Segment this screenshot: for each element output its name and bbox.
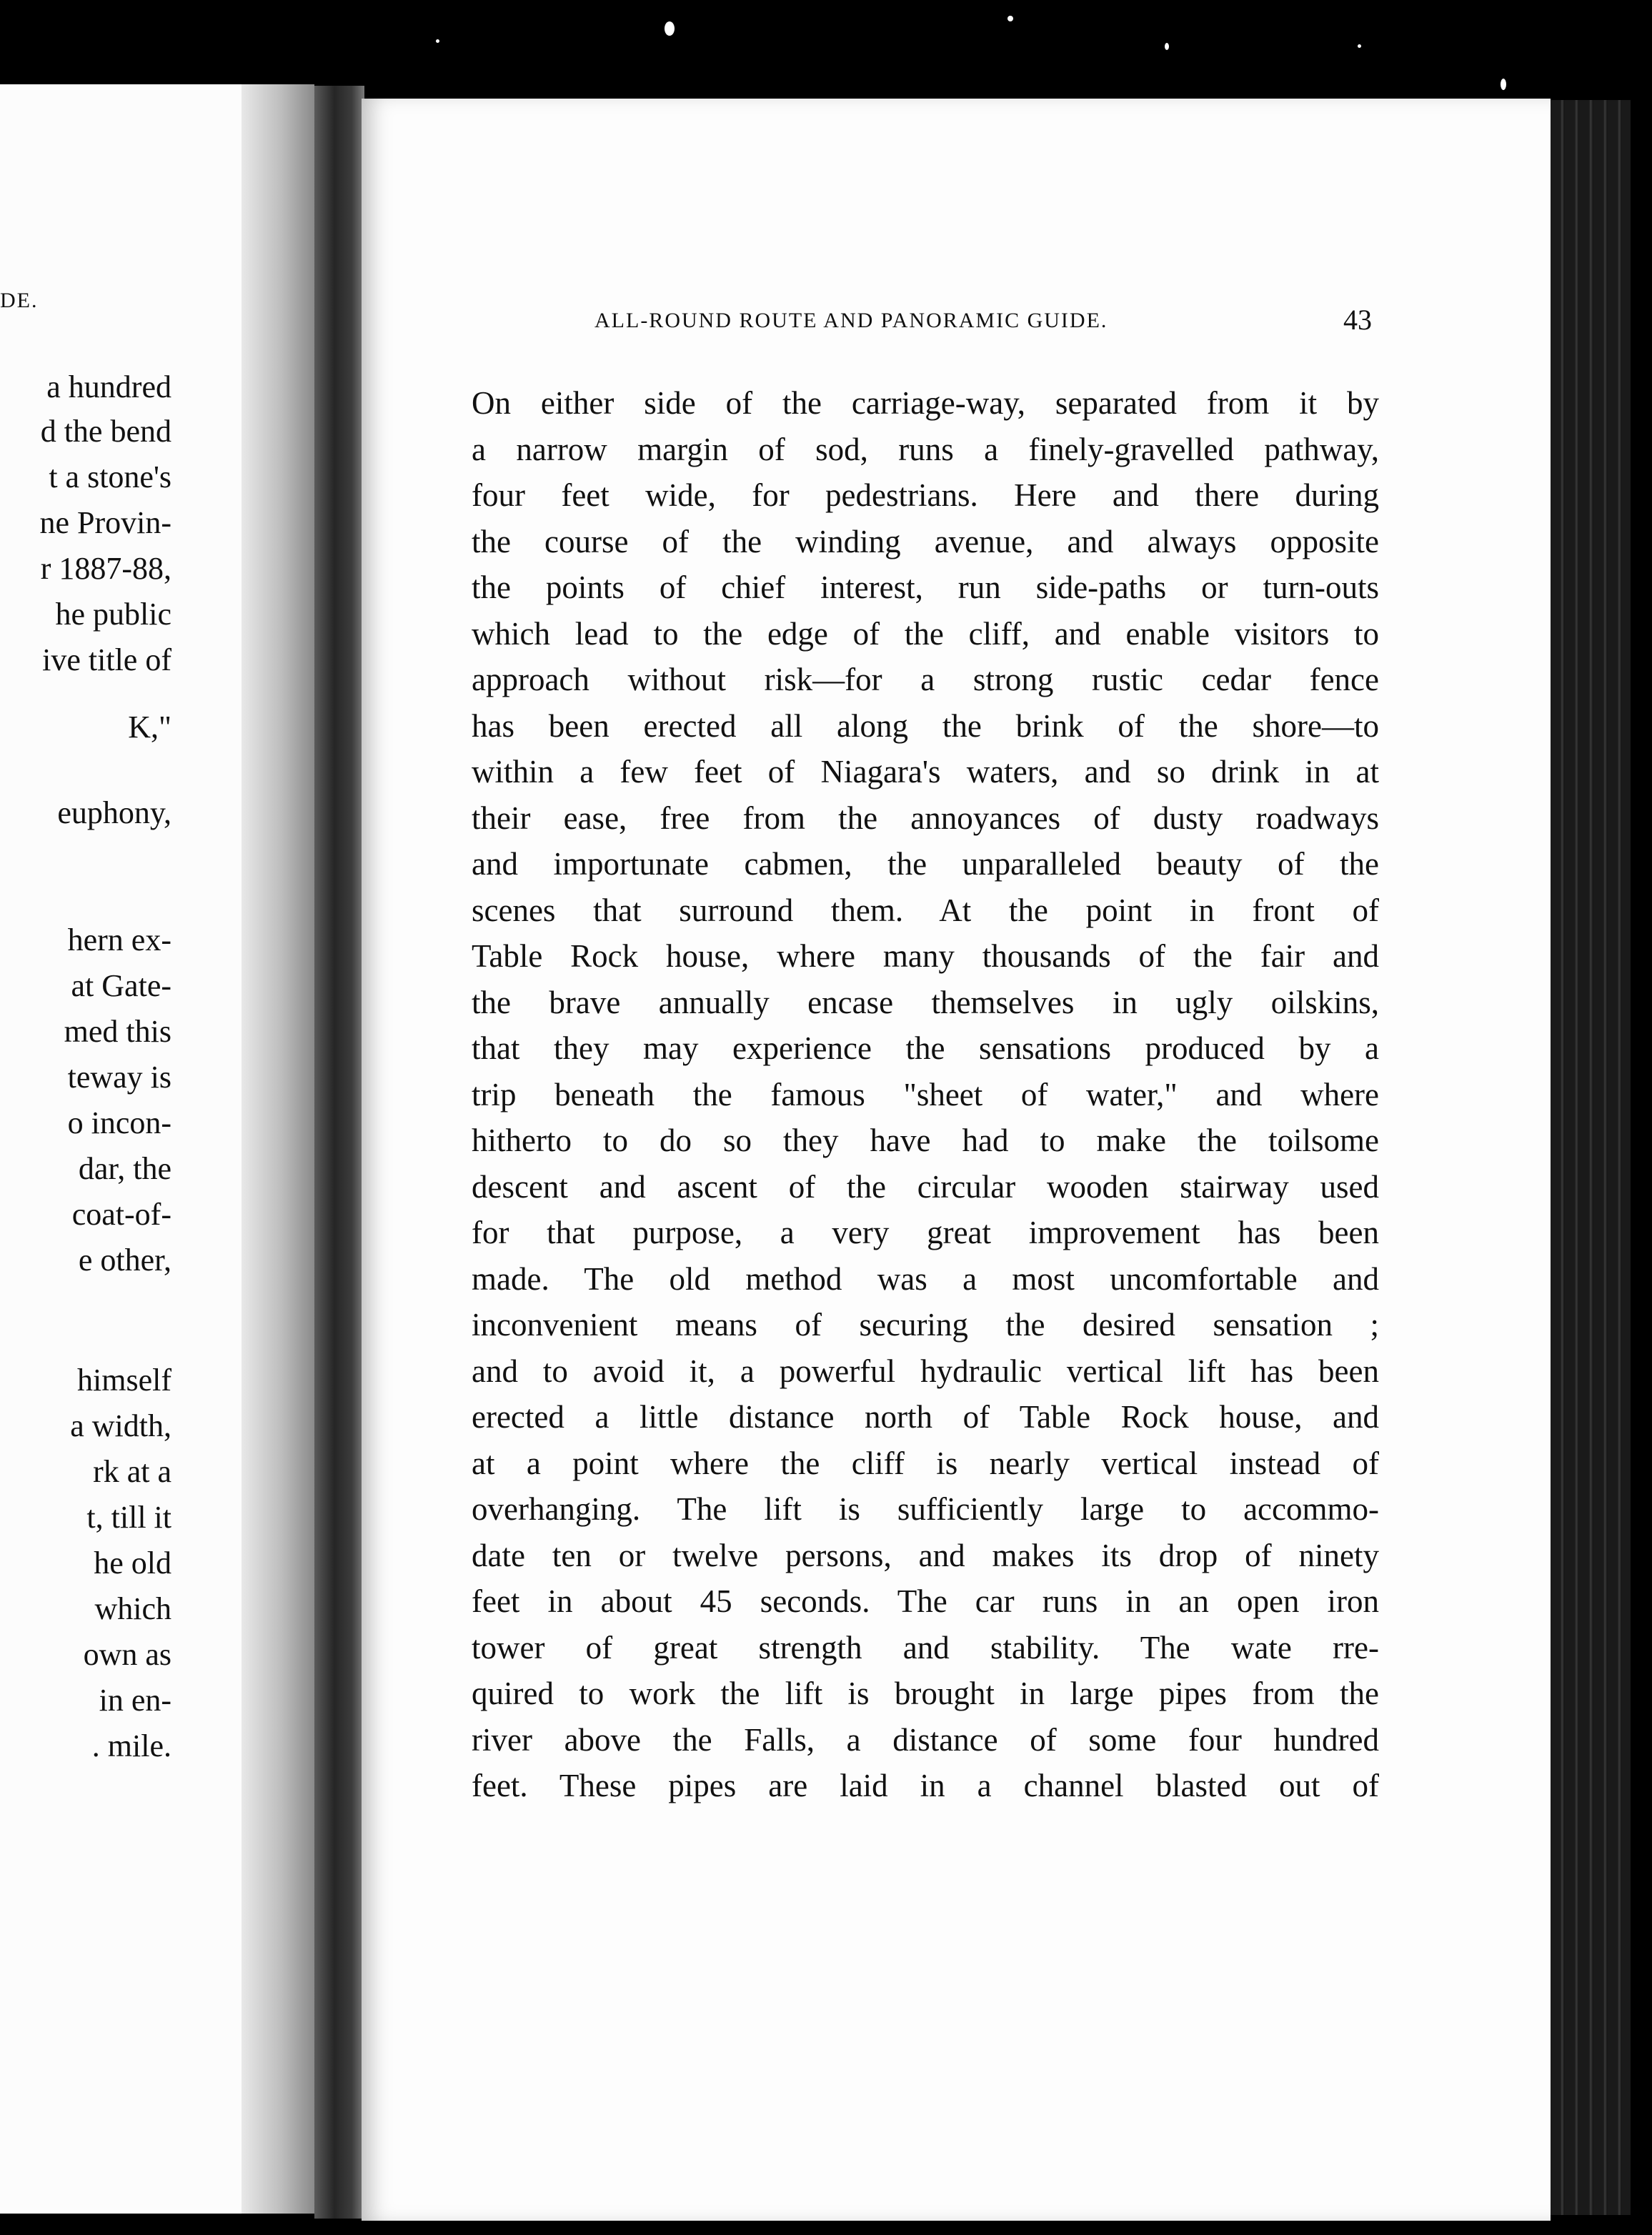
text-line: made. The old method was a most uncomfortable and <box>472 1260 1379 1297</box>
text-line: for that purpose, a very great improvement has been <box>472 1215 1379 1250</box>
left-line: himself <box>77 1363 171 1398</box>
left-line: hern ex- <box>67 922 171 957</box>
left-page-gutter-shadow <box>242 84 314 2214</box>
left-line: ive title of <box>42 642 171 677</box>
left-running-head-fragment: DE. <box>0 289 39 312</box>
left-line: dar, the <box>78 1151 171 1186</box>
left-line: t a stone's <box>49 459 171 494</box>
text-line: their ease, free from the annoyances of dusty roadways <box>472 800 1379 836</box>
left-line: which <box>94 1591 171 1626</box>
left-line: d the bend <box>40 414 171 449</box>
text-line: a narrow margin of sod, runs a finely-gravelled pathway, <box>472 431 1379 467</box>
text-line: erected a little distance north of Table Rock house, and <box>472 1399 1379 1435</box>
left-line: he public <box>55 597 171 632</box>
left-line: coat-of- <box>71 1197 171 1232</box>
running-head: ALL-ROUND ROUTE AND PANORAMIC GUIDE. <box>594 309 1108 332</box>
text-line: scenes that surround them. At the point in front of <box>472 892 1379 928</box>
left-line: own as <box>83 1637 171 1672</box>
page-edges <box>1551 100 1631 2215</box>
text-line: trip beneath the famous "sheet of water," and where <box>472 1076 1379 1112</box>
text-line: the brave annually encase themselves in ugly oilskins, <box>472 984 1379 1020</box>
text-line: overhanging. The lift is sufficiently large to accommo- <box>472 1491 1379 1527</box>
text-line: approach without risk—for a strong rustic cedar fence <box>472 662 1379 697</box>
left-line: at Gate- <box>71 968 171 1003</box>
left-line: r 1887-88, <box>40 551 171 586</box>
text-line: inconvenient means of securing the desired sensation ; <box>472 1307 1379 1343</box>
body-text <box>472 380 1379 1809</box>
text-line: On either side of the carriage-way, separated from it by <box>472 385 1379 421</box>
text-line: Table Rock house, where many thousands of the fair and <box>472 938 1379 974</box>
left-line: a hundred <box>46 369 171 404</box>
text-line: the course of the winding avenue, and always opposite <box>472 523 1379 559</box>
book-spine-shadow <box>314 86 364 2219</box>
page-number: 43 <box>1343 304 1372 336</box>
left-line: ne Provin- <box>39 505 171 540</box>
text-line: four feet wide, for pedestrians. Here and there during <box>472 477 1379 513</box>
text-line: and to avoid it, a powerful hydraulic vertical lift has been <box>472 1353 1379 1389</box>
text-line: the points of chief interest, run side-paths or turn-outs <box>472 569 1379 605</box>
text-line: river above the Falls, a distance of some four hundred <box>472 1721 1379 1758</box>
text-line: at a point where the cliff is nearly vertical instead of <box>472 1445 1379 1481</box>
text-line: and importunate cabmen, the unparalleled beauty of the <box>472 846 1379 882</box>
left-line: he old <box>94 1545 171 1581</box>
left-line: e other, <box>78 1243 171 1278</box>
text-line: date ten or twelve persons, and makes its drop of ninety <box>472 1537 1379 1573</box>
left-line: in en- <box>99 1683 171 1718</box>
text-line: tower of great strength and stability. The wate rre- <box>472 1629 1379 1666</box>
left-line: euphony, <box>57 795 171 830</box>
left-line: rk at a <box>93 1454 171 1489</box>
text-line: feet. These pipes are laid in a channel blasted out of <box>472 1768 1379 1803</box>
text-line: hitherto to do so they have had to make the toilsome <box>472 1123 1379 1158</box>
text-line: descent and ascent of the circular wooden stairway used <box>472 1168 1379 1205</box>
text-line: which lead to the edge of the cliff, and enable visitors to <box>472 615 1379 652</box>
text-line: quired to work the lift is brought in large pipes from the <box>472 1676 1379 1711</box>
left-line: o incon- <box>67 1105 171 1140</box>
left-line: K," <box>128 710 171 745</box>
text-line: has been erected all along the brink of the shore—to <box>472 707 1379 744</box>
left-page <box>0 84 314 2214</box>
left-line: . mile. <box>91 1728 171 1763</box>
left-line: teway is <box>67 1060 171 1095</box>
text-line: that they may experience the sensations produced by a <box>472 1030 1379 1066</box>
left-line: t, till it <box>86 1500 171 1535</box>
left-line: a width, <box>70 1408 171 1443</box>
left-line: med this <box>64 1014 171 1049</box>
text-line: feet in about 45 seconds. The car runs in an open iron <box>472 1583 1379 1619</box>
text-line: within a few feet of Niagara's waters, and so drink in at <box>472 754 1379 790</box>
